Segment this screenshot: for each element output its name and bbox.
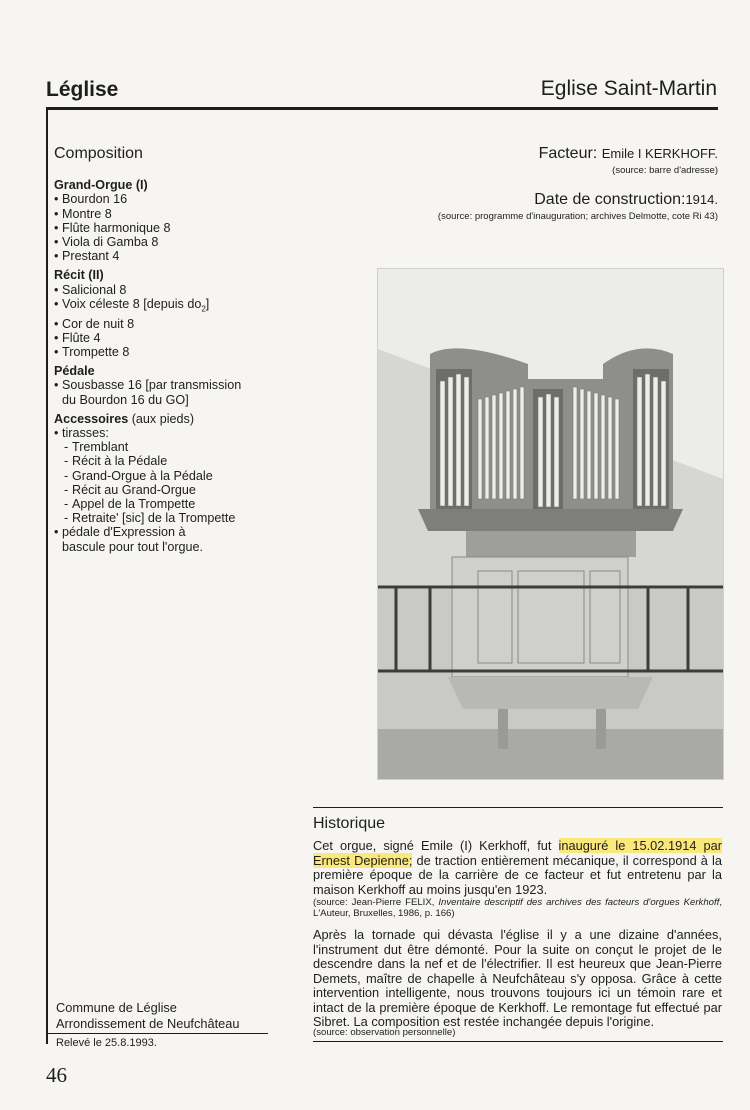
left-border-rule <box>46 110 48 1044</box>
accessory-item: - Grand-Orgue à la Pédale <box>62 469 324 483</box>
releve-date: Relevé le 25.8.1993. <box>56 1037 157 1049</box>
church-name-title: Eglise Saint-Martin <box>540 77 717 100</box>
church-location-title: Léglise <box>46 78 119 101</box>
commune-block <box>56 1000 240 1031</box>
organ-photo <box>377 268 724 780</box>
stop-item: • Trompette 8 <box>54 345 324 359</box>
accessory-item: • pédale d'Expression à <box>54 525 324 539</box>
stop-item: • Bourdon 16 <box>54 192 324 206</box>
historique-title: Historique <box>313 815 386 832</box>
accessory-item: - Tremblant <box>62 440 324 454</box>
stop-item: • Viola di Gamba 8 <box>54 235 324 249</box>
historique-paragraph-1: Cet orgue, signé Emile (I) Kerkhoff, fut inauguré le 15.02.1914 par Ernest Depienne; de traction entièrement mécanique, il correspond à la première époque de la carrière de ce facteur et fut entretenu par la maison Kerkhoff au moins jusqu'en 1923. <box>313 838 722 897</box>
stop-item: • Montre 8 <box>54 207 324 221</box>
stop-item-continuation: du Bourdon 16 du GO] <box>62 392 189 407</box>
accessory-item: - Récit à la Pédale <box>62 454 324 468</box>
stop-item: • Prestant 4 <box>54 249 324 263</box>
stop-item: • Cor de nuit 8 <box>54 317 324 331</box>
commune-name: Commune de Léglise <box>56 1000 177 1015</box>
header-rule <box>46 107 718 110</box>
accessoires-title: Accessoires (aux pieds) <box>54 411 195 426</box>
page-number: 46 <box>46 1063 67 1087</box>
grand-orgue-title: Grand-Orgue (I) <box>54 178 148 193</box>
facteur-source: (source: barre d'adresse) <box>612 165 718 176</box>
historique-source-2: (source: observation personnelle) <box>313 1027 456 1038</box>
arrondissement-name: Arrondissement de Neufchâteau <box>56 1015 240 1031</box>
historique-paragraph-2: Après la tornade qui dévasta l'église il y a une dizaine d'années, l'instrument dut être démonté. Pour la suite on conçut le projet de le descendre dans la nef et de l'électrifier. Il est heureux que Jean-Pierre Demets, maître de chapelle à Neufchâteau s'y opposa. Grâce à cette intervention intelligente, nous trouvons toujours ici un témoin rare et intact de la première époque de Kerkhoff. Le remontage fut effectué par Sibret. La composition est restée inchangée depuis l'origine. <box>313 927 722 1029</box>
stop-item: • Salicional 8 <box>54 283 324 297</box>
construction-date-line: Date de construction:1914. <box>534 191 718 208</box>
facteur-line: Facteur: Emile I KERKHOFF. <box>538 145 718 162</box>
construction-source: (source: programme d'inauguration; archives Delmotte, cote Ri 43) <box>437 211 718 222</box>
recit-title: Récit (II) <box>54 268 104 283</box>
tirasses-list <box>54 440 324 525</box>
commune-rule <box>46 1033 268 1034</box>
tirasses-label: • tirasses: <box>54 426 324 440</box>
composition-section <box>54 147 324 554</box>
stop-item-voix-celeste: • Voix céleste 8 [depuis $do_2$] <box>54 297 324 317</box>
historique-source-1: (source: Jean-Pierre FELIX, Inventaire descriptif des archives des facteurs d'orgues Kerkhoff, L'Auteur, Bruxelles, 1986, p. 166) <box>313 897 722 919</box>
accessory-item: - Récit au Grand-Orgue <box>62 483 324 497</box>
composition-title: Composition <box>54 145 143 162</box>
stop-item: • Flûte harmonique 8 <box>54 221 324 235</box>
accessory-item: - Retraite' [sic] de la Trompette <box>62 511 324 525</box>
pedale-title: Pédale <box>54 364 95 379</box>
stop-item: • Sousbasse 16 [par transmission <box>54 378 324 392</box>
accessory-item: - Appel de la Trompette <box>62 497 324 511</box>
historique-rule <box>313 807 723 808</box>
stop-item: • Flûte 4 <box>54 331 324 345</box>
historique-bottom-rule <box>313 1041 723 1042</box>
accessory-continuation: bascule pour tout l'orgue. <box>62 539 204 554</box>
